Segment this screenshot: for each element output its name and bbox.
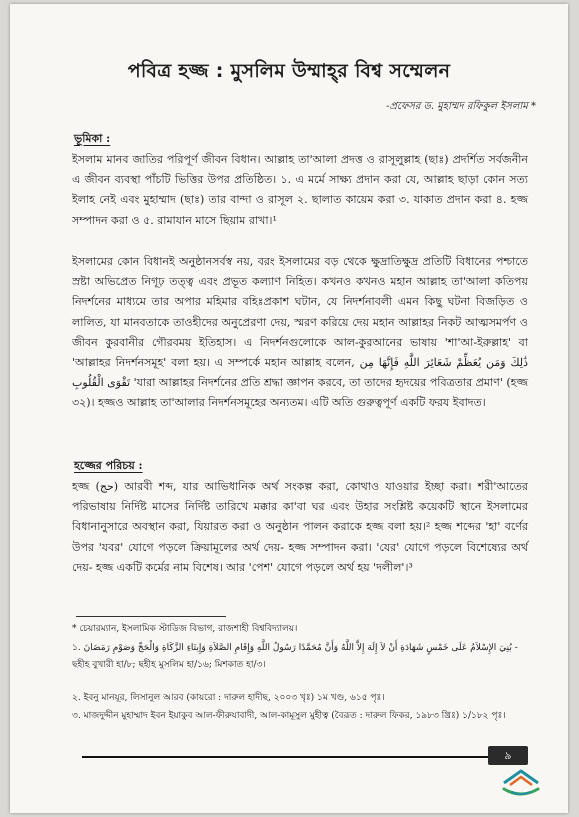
intro-paragraph-2: ইসলামের কোন বিধানই অনুষ্ঠানসর্বস্ব নয়, বরং ইসলামের বড় থেকে ক্ষুদ্রাতিক্ষুদ্র প্রতিটি বিধানের পশ্চাতে স্রষ্টা অভিপ্রেত নিগূঢ় তত্ত্ব এবং প্রভূত কল্যাণ নিহিত। কখনও কখনও মহান আল্লাহ তা'আলা কতিপয় নিদর্শনের মাধ্যমে তার অপার মহিমার বহিঃপ্রকাশ ঘটান, যে নিদর্শনাবলী এমন কিছু ঘটনা বিজড়িত ও লালিত, যা মানবতাকে তাওহীদের অনুপ্রেরণা দেয়, স্মরণ করিয়ে দেয় মহান আল্লাহর নিকট আত্মসমর্পণ ও জীবন কুরবানীর গৌরবময় ইতিহাস। এ নিদর্শনগুলোকে আল-কুরআনের ভাষায় 'শা'আ-ইরুল্লাহ' বা 'আল্লাহর নিদর্শনসমূহ' বলা হয়। এ সম্পর্কে মহান আল্লাহ বলেন, ذَٰلِكَ وَمَن يُعَظِّمْ شَعَائِرَ اللَّهِ فَإِنَّهَا مِن تَقْوَى الْقُلُوبِ 'যারা আল্লাহর নিদর্শনের প্রতি শ্রদ্ধা জ্ঞাপন করবে, তা তাদের হৃদয়ের পবিত্রতার প্রমাণ' (হজ্জ ৩২)। হজ্জও আল্লাহ তা'আলার নিদর্শনসমূহের অন্যতম। এটি অতি গুরুত্বপূর্ণ একটি ফরয ইবাদত। <box>72 255 528 410</box>
footnote-3: ৩. মাজদুদ্দীন মুহাম্মাদ ইবন ইয়াকুব আল-ফীরুযাবাদী, আল-কামূসুল মুহীত্ব (বৈরূত : দারুল ফিকর, ১৯৮৩ খ্রিঃ) ১/১৮২ পৃঃ। <box>72 711 506 721</box>
section-heading-introduction: ভূমিকা : <box>74 132 111 145</box>
intro-paragraph-1: ইসলাম মানব জাতির পরিপূর্ণ জীবন বিধান। আল্লাহ তা'আলা প্রদত্ত ও রাসূলুল্লাহ (ছাঃ) প্রদর্শিত সর্বজনীন এ জীবন ব্যবস্থা পাঁচটি ভিত্তির উপর প্রতিষ্ঠিত। ১. এ মর্মে সাক্ষ্য প্রদান করা যে, আল্লাহ ছাড়া কোন সত্য ইলাহ নেই এবং মুহাম্মাদ (ছাঃ) তার বান্দা ও রাসূল ২. ছালাত কায়েম করা ৩. যাকাত প্রদান করা ৪. হজ্জ সম্পাদন করা ও ৫. রামাযান মাসে ছিয়াম রাখা।¹ <box>72 153 528 227</box>
author-line: -প্রফেসর ড. মুহাম্মদ রফিকুল ইসলাম * <box>386 101 536 112</box>
footnote-divider <box>76 616 226 617</box>
page-number: ৯ <box>488 746 528 765</box>
footnote-2: ২. ইবনু মানযূর, লিসানুল আরব (কায়রো : দারুল হাদীছ, ২০০৩ খৃঃ) ১ম খণ্ড, ৬১৫ পৃঃ। <box>72 693 385 703</box>
footnote-star: * চেয়ারম্যান, ইসলামিক স্টাডিজ বিভাগ, রাজশাহী বিশ্ববিদ্যালয়। <box>72 624 298 634</box>
publisher-logo-icon <box>500 767 542 797</box>
footer-rule <box>82 756 488 758</box>
definition-paragraph: হজ্জ (حج) আরবী শব্দ, যার আভিধানিক অর্থ সংকল্প করা, কোথাও যাওয়ার ইচ্ছা করা। শরী'আতের পরিভাষায় নির্দিষ্ট মাসের নির্দিষ্ট তারিখে মক্কার কা'বা ঘর এবং উহার সংশ্লিষ্ট কয়েকটি স্থানে ইসলামের বিধানানুসারে অবস্থান করা, যিয়ারত করা ও অনুষ্ঠান পালন করাকে হজ্জ বলা হয়।² হজ্জ শব্দের 'হা' বর্ণের উপর 'যবর' যোগে পড়লে ক্রিয়ামূলের অর্থ দেয়- হজ্জ সম্পাদন করা। 'যের' যোগে পড়লে বিশেষ্যের অর্থ দেয়- হজ্জ একটি কর্মের নাম বিশেষ। আর 'পেশ' যোগে পড়লে অর্থ হয় 'দলীল'।³ <box>72 480 528 574</box>
document-page <box>10 4 568 813</box>
page-title: পবিত্র হজ্জ : মুসলিম উম্মাহ্‌র বিশ্ব সম্মেলন <box>127 60 451 82</box>
section-heading-definition: হজ্জের পরিচয় : <box>74 459 143 472</box>
footnote-1: ১. بُنِيَ الإِسْلاَمُ عَلَى خَمْسٍ شَهَادَةِ أَنْ لاَ إِلَهَ إِلاَّ اللَّهُ وَأَنَّ مُحَمَّدًا رَسُولُ اللَّهِ وَإِقَامِ الصَّلاَةِ وَإِيتَاءِ الزَّكَاةِ وَالْحَجِّ وَصَوْمِ رَمَضَانَ - ছহীহ বুখারী হা/৮; ছহীহ মুসলিম হা/১৬; মিশকাত হা/৩। <box>72 643 518 670</box>
